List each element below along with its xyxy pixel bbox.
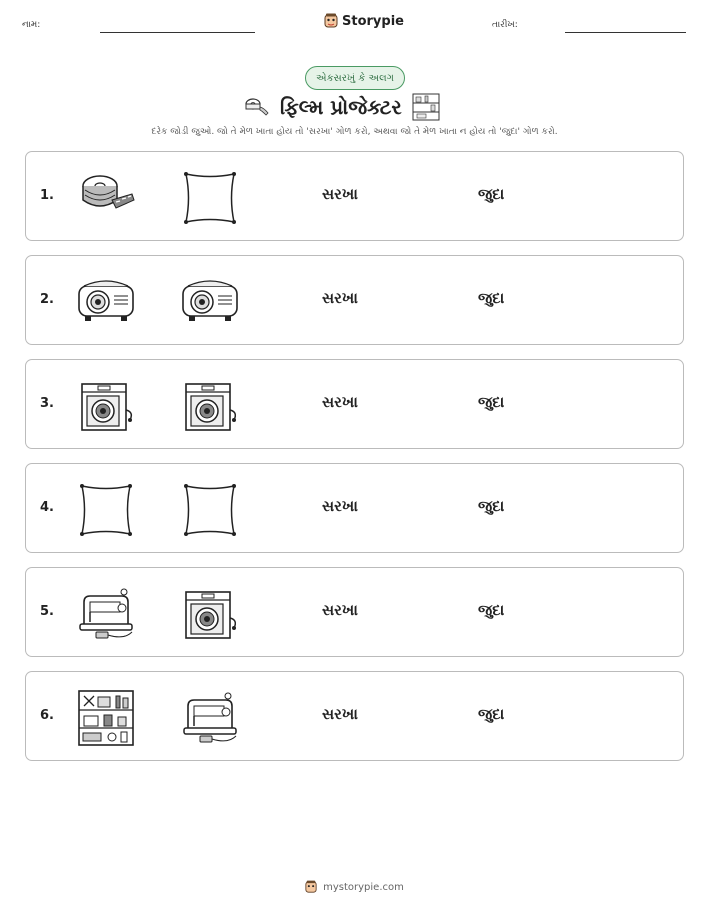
speaker-box-icon [180, 376, 240, 436]
different-option[interactable]: જુદા [478, 601, 505, 619]
sewing-machine-icon [76, 584, 136, 644]
screen-icon [76, 480, 136, 540]
question-card [25, 671, 684, 761]
film-reel-icon [244, 96, 270, 118]
projector-icon [76, 272, 136, 332]
screen-icon [180, 168, 240, 228]
brand-name: Storypie [342, 13, 404, 29]
same-option[interactable]: સરખા [322, 185, 358, 203]
same-option[interactable]: સરખા [322, 705, 358, 723]
page-title: ફિલ્મ પ્રોજેક્ટર [280, 95, 402, 119]
question-number: 2. [40, 292, 54, 307]
speaker-box-icon [180, 584, 240, 644]
different-option[interactable]: જુદા [478, 289, 505, 307]
storypie-mascot-icon [305, 880, 317, 894]
different-option[interactable]: જુદા [478, 393, 505, 411]
name-line[interactable] [100, 32, 255, 33]
workshop-shelf-icon [76, 688, 136, 748]
speaker-box-icon [76, 376, 136, 436]
screen-icon [180, 480, 240, 540]
question-card [25, 463, 684, 553]
brand-logo [324, 13, 404, 29]
different-option[interactable]: જુદા [478, 497, 505, 515]
instructions: દરેક જોડી જુઓ. જો તે મેળ ખાતા હોય તો 'સરખા' ગોળ કરો, અથવા જો તે મેળ ખાતા ન હોય તો 'જુદા' ગોળ કરો. [151, 127, 558, 137]
activity-badge: એકસરખું કે અલગ [305, 66, 405, 90]
same-option[interactable]: સરખા [322, 497, 358, 515]
same-option[interactable]: સરખા [322, 601, 358, 619]
date-label: તારીખ: [492, 20, 518, 30]
film-reel-icon [76, 168, 136, 228]
question-number: 1. [40, 188, 54, 203]
workshop-shelf-icon [412, 93, 440, 121]
same-option[interactable]: સરખા [322, 289, 358, 307]
name-label: નામ: [22, 20, 41, 30]
projector-icon [180, 272, 240, 332]
different-option[interactable]: જુદા [478, 705, 505, 723]
question-number: 3. [40, 396, 54, 411]
sewing-machine-icon [180, 688, 240, 748]
title-row [244, 92, 464, 122]
question-card [25, 255, 684, 345]
footer [0, 880, 709, 894]
different-option[interactable]: જુદા [478, 185, 505, 203]
question-card [25, 567, 684, 657]
question-card [25, 151, 684, 241]
question-number: 5. [40, 604, 54, 619]
same-option[interactable]: સરખા [322, 393, 358, 411]
storypie-mascot-icon [324, 13, 338, 29]
footer-url: mystorypie.com [323, 881, 404, 893]
question-number: 6. [40, 708, 54, 723]
question-card [25, 359, 684, 449]
question-number: 4. [40, 500, 54, 515]
date-line[interactable] [565, 32, 686, 33]
